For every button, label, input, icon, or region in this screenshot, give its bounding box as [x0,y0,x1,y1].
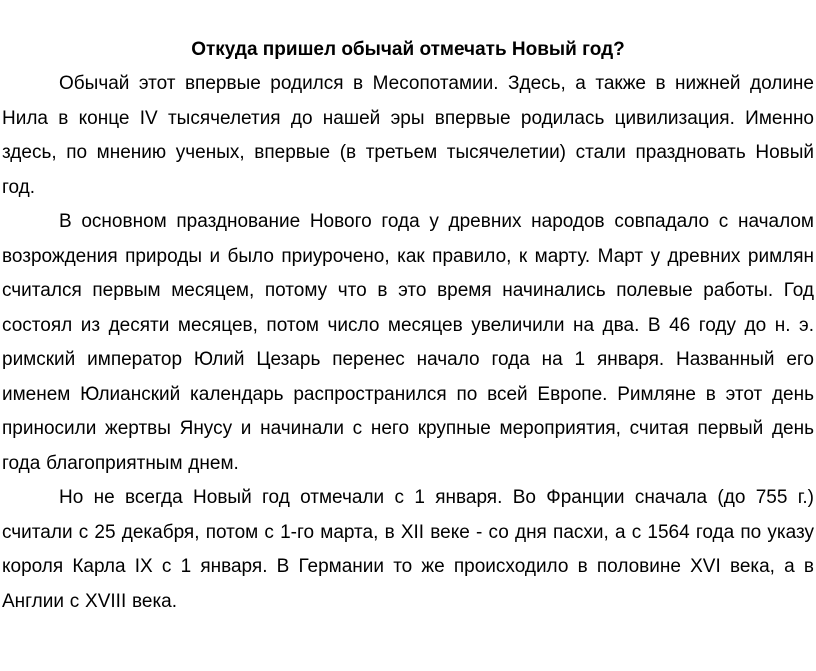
paragraph-1: Обычай этот впервые родился в Месопотамии. Здесь, а также в нижней долине Нила в конце IV тысячелетия до нашей эры впервые родилась цивилизация. Именно здесь, по мнению ученых, впервые (в третьем тысячелетии) стали праздновать Новый год. [2,73,814,198]
document-title: Откуда пришел обычай отмечать Новый год? [191,39,625,60]
paragraph-2: В основном празднование Нового года у древних народов совпадало с началом возрождения природы и было приурочено, как правило, к марту. Март у древних римлян считался первым месяцем, потому что в это время начинались полевые работы. Год состоял из десяти месяцев, потом число месяцев увеличили на два. В 46 году до н. э. римский император Юлий Цезарь перенес начало года на 1 января. Названный его именем Юлианский календарь распространился по всей Европе. Римляне в этот день приносили жертвы Янусу и начинали с него крупные мероприятия, считая первый день года благоприятным днем. [2,211,814,474]
paragraph-3: Но не всегда Новый год отмечали с 1 января. Во Франции сначала (до 755 г.) считали с 25 декабря, потом с 1-го марта, в XII веке - со дня пасхи, а с 1564 года по указу короля Карла IX с 1 января. В Германии то же происходило в половине XVI века, а в Англии с XVIII века. [2,487,814,612]
